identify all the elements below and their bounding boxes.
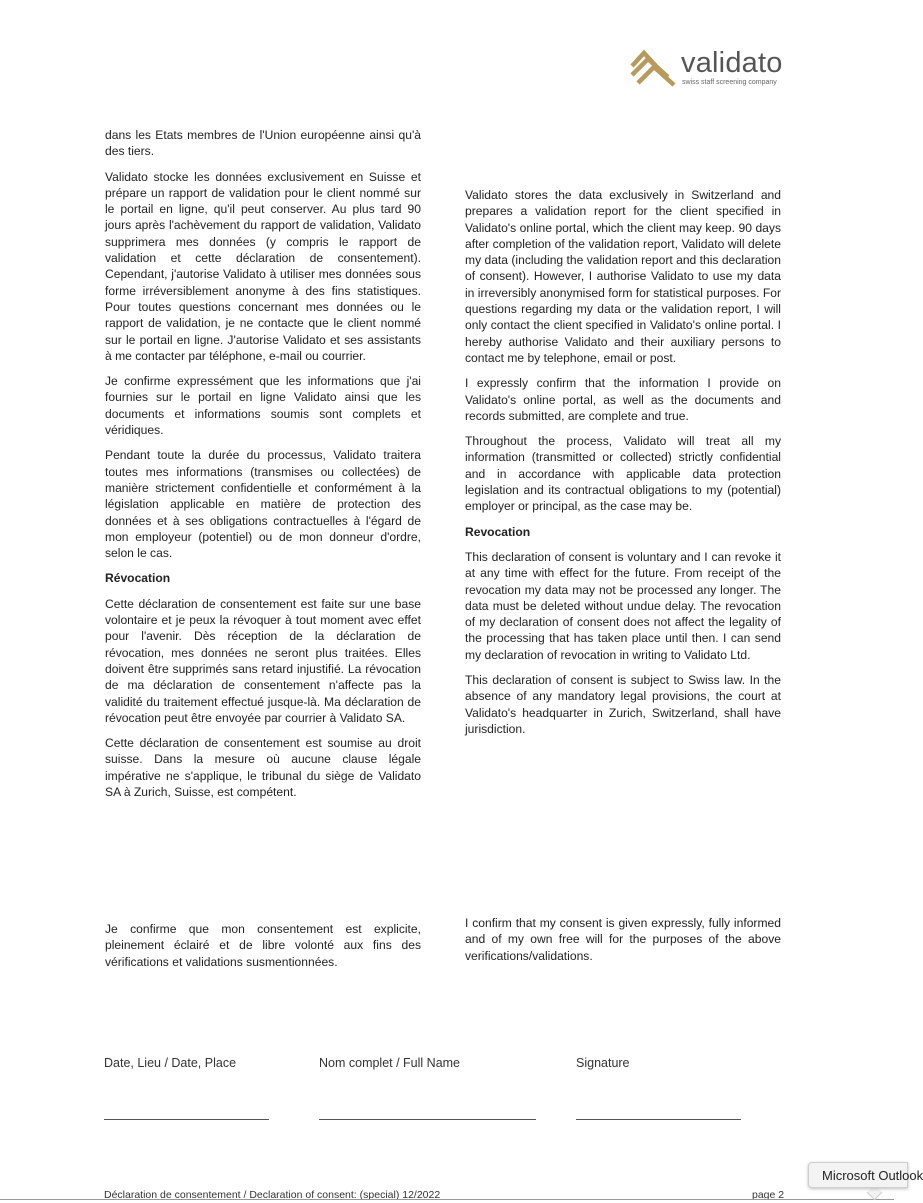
footer-page-number: page 2 <box>752 1189 785 1201</box>
en-paragraph-1: Validato stores the data exclusively in Switzerland and prepares a validation report for the client specified in Validato's online portal, which the client may keep. 90 days after completion of the validation report, Validato will delete my data (including the validation report and this declaration of consent). However, I authorise Validato to use my data in irreversibly anonymised form for statistical purposes. For questions regarding my data or the validation report, I will only contact the client specified in Validato's online portal. I hereby authorise Validato and their auxiliary persons to contact me by telephone, email or post. <box>465 188 781 365</box>
en-paragraph-2: I expressly confirm that the information I provide on Validato's online portal, as well as the documents and records submitted, are complete and true. <box>465 376 781 423</box>
date-place-line <box>104 1119 269 1120</box>
en-paragraph-4: This declaration of consent is voluntary and I can revoke it at any time with effect for the future. From receipt of the revocation my data may not be processed any longer. The data must be deleted without undue delay. The revocation of my declaration of consent does not affect the legality of the processing that has taken place until then. I can send my declaration of revocation in writing to Validato Ltd. <box>465 549 781 662</box>
english-column <box>465 187 781 746</box>
validato-logo <box>630 47 795 90</box>
full-name-label: Nom complet / Full Name <box>319 1056 461 1070</box>
french-column <box>105 127 421 809</box>
en-paragraph-3: Throughout the process, Validato will treat all my information (transmitted or collected) strictly confidential and in accordance with applicable data protection legislation and its contractual obligations to my (potential) employer or principal, as the case may be. <box>465 434 781 514</box>
fr-paragraph-5: Cette déclaration de consentement est faite sur une base volontaire et je peux la révoquer à tout moment avec effet pour l'avenir. Dès réception de la déclaration de révocation, mes données ne seront plus traitées. Elles doivent être supprimés sans retard injustifié. La révocation de ma déclaration de consentement n'affecte pas la validité du traitement effectué jusque-là. Ma déclaration de révocation peut être envoyée par courrier à Validato SA. <box>105 596 421 725</box>
date-place-label: Date, Lieu / Date, Place <box>104 1056 237 1070</box>
fr-paragraph-3: Je confirme expressément que les informations que j'ai fournies sur le portail en ligne Validato ainsi que les documents et informations soumis sont complets et véridiques. <box>105 374 421 438</box>
validato-logo-mark-icon <box>630 50 676 88</box>
en-paragraph-5: This declaration of consent is subject to Swiss law. In the absence of any mandatory legal provisions, the court at Validato's headquarter in Zurich, Switzerland, shall have jurisdiction. <box>465 673 781 736</box>
en-consent-statement: I confirm that my consent is given expressly, fully informed and of my own free will for the purposes of the above verifications/validations. <box>465 916 781 963</box>
fr-paragraph-6: Cette déclaration de consentement est soumise au droit suisse. Dans la mesure où aucune clause légale impérative ne s'applique, le tribunal du siège de Validato SA à Zurich, Suisse, est compétent. <box>105 736 421 799</box>
page-bottom-divider <box>0 1199 894 1200</box>
signature-line <box>576 1119 741 1120</box>
logo-wordmark: validato <box>681 47 783 79</box>
fr-paragraph-2: Validato stocke les données exclusivement en Suisse et prépare un rapport de validation pour le client nommé sur le portail en ligne, qu'il peut conserver. Au plus tard 90 jours après l'achèvement du rapport de validation, Validato supprimera mes données (y compris le rapport de validation et cette déclaration de consentement). Cependant, j'autorise Validato à utiliser mes données sous forme irréversiblement anonyme à des fins statistiques. Pour toutes questions concernant mes données ou le rapport de validation, je ne contacte que le client nommé sur le portail en ligne. J'autorise Validato et ses assistants à me contacter par téléphone, e-mail ou courrier. <box>105 169 421 363</box>
microsoft-outlook-tooltip: Microsoft Outlook <box>808 1162 908 1188</box>
fr-paragraph-4: Pendant toute la durée du processus, Validato traitera toutes mes informations (transmises ou collectées) de manière strictement confidentielle et conformément à la législation applicable en matière de protection des données et à ses obligations contractuelles à l'égard de mon employeur (potentiel) ou de mon donneur d'ordre, selon le cas. <box>105 448 421 561</box>
full-name-line <box>319 1119 536 1120</box>
signature-label: Signature <box>576 1056 630 1070</box>
fr-revocation-heading: Révocation <box>105 571 171 586</box>
footer-document-title: Déclaration de consentement / Declaration of consent: (special) 12/2022 <box>104 1189 441 1201</box>
fr-consent-statement: Je confirme que mon consentement est explicite, pleinement éclairé et de libre volonté aux fins des vérifications et validations susmentionnées. <box>105 922 421 969</box>
logo-tagline: swiss staff screening company <box>682 79 777 86</box>
en-revocation-heading: Revocation <box>465 524 531 539</box>
fr-paragraph-1: dans les Etats membres de l'Union européenne ainsi qu'à des tiers. <box>105 128 421 159</box>
